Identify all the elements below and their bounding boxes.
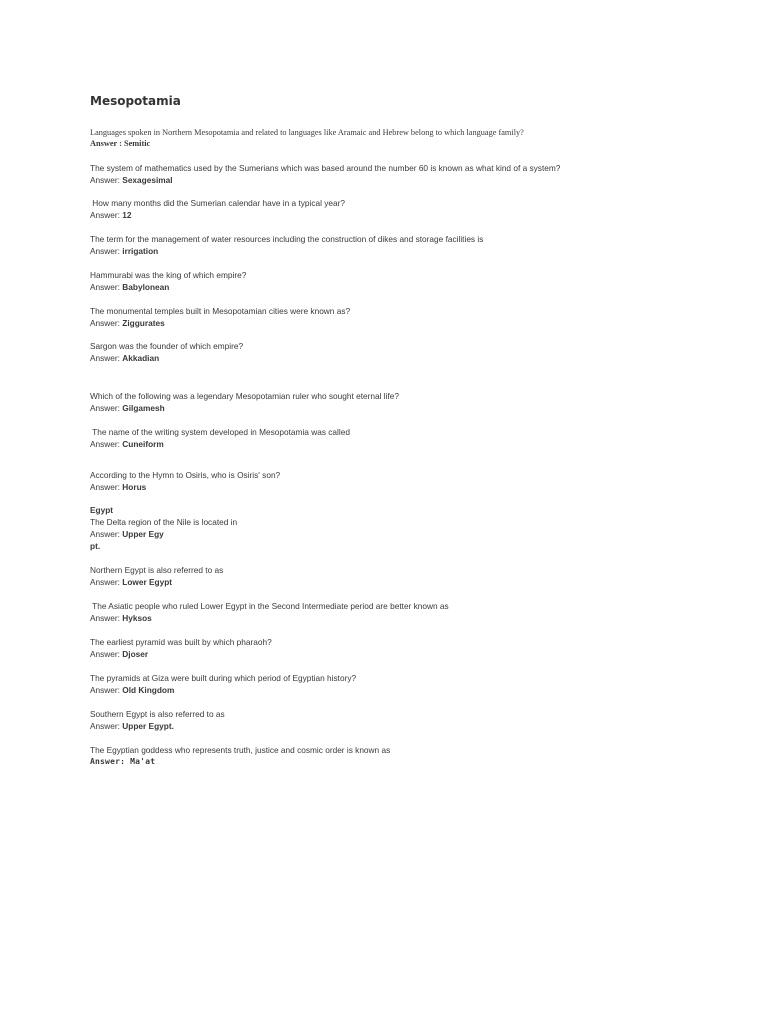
question-text: Which of the following was a legendary Mesopotamian ruler who sought eternal life? xyxy=(90,391,399,401)
question-text: The pyramids at Giza were built during which period of Egyptian history? xyxy=(90,673,357,683)
answer-line: Answer: Sexagesimal xyxy=(90,175,173,185)
answer-value: Cuneiform xyxy=(122,439,164,449)
question-text: The system of mathematics used by the Sumerians which was based around the number 60 is known as what kind of a system? xyxy=(90,163,561,173)
qa-item-17 xyxy=(90,744,390,768)
qa-item-9 xyxy=(90,426,350,450)
answer-value: Akkadian xyxy=(122,353,160,363)
question-text: Northern Egypt is also referred to as xyxy=(90,565,224,575)
answer-value: 12 xyxy=(122,210,132,220)
answer-value: Djoser xyxy=(122,649,149,659)
answer-line: Answer: Ziggurates xyxy=(90,318,165,328)
question-text: The Asiatic people who ruled Lower Egypt in the Second Intermediate period are better known as xyxy=(90,601,449,611)
answer-line: Answer: Lower Egypt xyxy=(90,577,173,587)
answer-line: Answer: Old Kingdom xyxy=(90,685,175,695)
answer-value: Old Kingdom xyxy=(122,685,175,695)
qa-item-15 xyxy=(90,672,356,696)
document-title: Mesopotamia xyxy=(90,94,181,108)
qa-item-2 xyxy=(90,162,560,186)
answer-line: Answer: Gilgamesh xyxy=(90,403,165,413)
question-text: The Egyptian goddess who represents truth, justice and cosmic order is known as xyxy=(90,745,391,755)
qa-item-11 xyxy=(90,504,237,552)
qa-item-12 xyxy=(90,564,223,588)
answer-line: Answer: Akkadian xyxy=(90,353,160,363)
qa-item-10 xyxy=(90,469,280,493)
qa-item-13 xyxy=(90,600,449,624)
question-text: The earliest pyramid was built by which pharaoh? xyxy=(90,637,272,647)
answer-line: Answer: Cuneiform xyxy=(90,439,164,449)
question-text: Languages spoken in Northern Mesopotamia and related to languages like Aramaic and Hebrew belong to which language family? xyxy=(90,128,524,137)
answer-value: Lower Egypt xyxy=(122,577,173,587)
qa-item-1 xyxy=(90,127,524,149)
qa-item-8 xyxy=(90,390,399,414)
qa-item-3 xyxy=(90,197,345,221)
answer-line: Answer: Upper Egypt. xyxy=(90,721,174,731)
answer-line: Answer: Babylonean xyxy=(90,282,170,292)
answer-line: Answer: 12 xyxy=(90,210,132,220)
answer-line: Answer: Horus xyxy=(90,482,147,492)
question-text: According to the Hymn to Osiris, who is Osiris' son? xyxy=(90,470,281,480)
answer-value: Gilgamesh xyxy=(122,403,165,413)
answer-value: irrigation xyxy=(122,246,159,256)
qa-item-14 xyxy=(90,636,272,660)
question-text: How many months did the Sumerian calendar have in a typical year? xyxy=(90,198,346,208)
answer-line: Answer: Hyksos xyxy=(90,613,152,623)
answer-value: Horus xyxy=(122,482,147,492)
qa-item-5 xyxy=(90,269,246,293)
question-text: Southern Egypt is also referred to as xyxy=(90,709,225,719)
question-text: The monumental temples built in Mesopotamian cities were known as? xyxy=(90,306,351,316)
answer-line: Answer : Semitic xyxy=(90,139,151,148)
answer-line: Answer: Djoser xyxy=(90,649,149,659)
question-text: The Delta region of the Nile is located in xyxy=(90,517,238,527)
qa-item-4 xyxy=(90,233,483,257)
qa-item-7 xyxy=(90,340,243,364)
section-heading-egypt: Egypt xyxy=(90,505,114,515)
answer-line: Answer: Ma'at xyxy=(90,757,156,766)
qa-item-6 xyxy=(90,305,350,329)
answer-value: Ma'at xyxy=(130,757,156,766)
qa-item-16 xyxy=(90,708,225,732)
answer-line: Answer: irrigation xyxy=(90,246,159,256)
answer-value: Babylonean xyxy=(122,282,170,292)
answer-value: Semitic xyxy=(123,139,151,148)
answer-continuation: pt. xyxy=(90,541,101,551)
answer-value: Upper Egypt. xyxy=(122,721,174,731)
answer-value: Ziggurates xyxy=(122,318,165,328)
answer-value: Upper Egy xyxy=(122,529,164,539)
question-text: The name of the writing system developed in Mesopotamia was called xyxy=(90,427,350,437)
question-text: Sargon was the founder of which empire? xyxy=(90,341,244,351)
question-text: The term for the management of water resources including the construction of dikes and storage facilities is xyxy=(90,234,484,244)
question-text: Hammurabi was the king of which empire? xyxy=(90,270,247,280)
answer-line: Answer: Upper Egy xyxy=(90,529,164,539)
answer-value: Sexagesimal xyxy=(122,175,173,185)
answer-value: Hyksos xyxy=(122,613,152,623)
